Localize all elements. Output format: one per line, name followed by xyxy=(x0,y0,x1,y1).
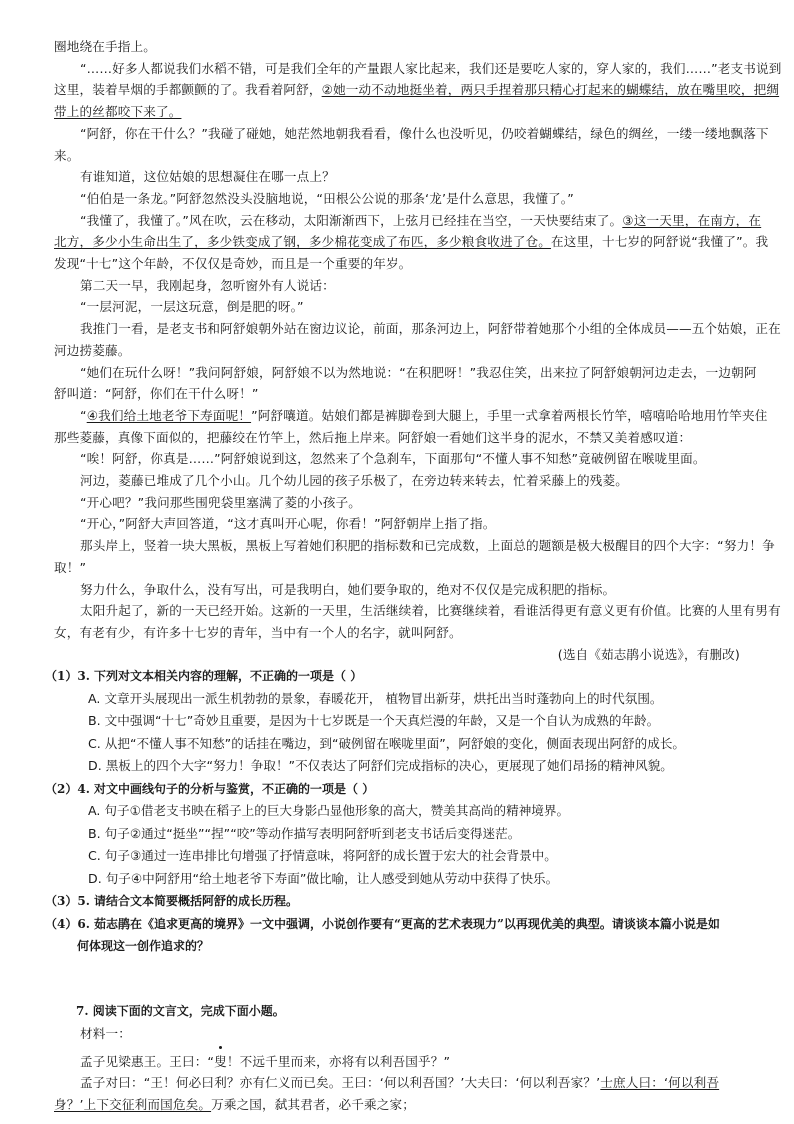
question-3-option-a: A. 文章开头展现出一派生机勃勃的景象，春暖花开， 植物冒出新芽，烘托出当时蓬勃向上的时代氛围。 xyxy=(88,690,663,706)
story-line: 那些菱藤，真像下面似的，把藤绞在竹竿上，然后拖上岸来。阿舒娘一看她们这半身的泥水，不禁又美着感叹道： xyxy=(54,429,692,445)
question-6-stem: （4）6. 茹志鹃在《追求更高的境界》一文中强调，小说创作要有“更高的艺术表现力”以再现优美的典型。请谈谈本篇小说是如 xyxy=(45,916,720,931)
story-line: “开心，”阿舒大声回答道，“这才真叫开心呢，你看！”阿舒朝岸上指了指。 xyxy=(80,516,496,532)
story-line: 来。 xyxy=(54,147,80,163)
story-line: “开心吧？”我问那些围兜袋里塞满了菱的小孩子。 xyxy=(80,494,361,510)
source-note: (选自《茹志鹃小说选》，有删改) xyxy=(557,646,740,662)
question-4-option-d: D. 句子④中阿舒用“给土地老爷下寿面”做比喻，让人感受到她从劳动中获得了快乐。 xyxy=(88,870,559,886)
underlined-sentence-4: ④我们给土地老爷下寿面呢！ xyxy=(86,407,252,423)
question-4-option-b: B. 句子②通过“挺坐”“捏”“咬”等动作描写表明阿舒听到老支书话后变得迷茫。 xyxy=(88,825,521,841)
story-line: “她们在玩什么呀！”我问阿舒娘，阿舒娘不以为然地说：“在积肥呀！”我忍住笑，出来拉了阿舒娘朝河边走去，一边朝阿 xyxy=(80,364,757,380)
classical-text-line: 身？’上下交征利而国危矣。万乘之国，弑其君者，必千乘之家； xyxy=(54,1097,415,1112)
question-3-option-c: C. 从把“不懂人事不知愁”的话挂在嘴边，到“破例留在喉咙里面”，阿舒娘的变化，侧面表现出阿舒的成长。 xyxy=(88,735,686,751)
story-line: 有谁知道，这位姑娘的思想凝住在哪一点上？ xyxy=(80,169,335,185)
question-3-stem: （1）3. 下列对文本相关内容的理解，不正确的一项是（ ） xyxy=(45,669,363,684)
story-line: “一层河泥，一层这玩意，倒是肥的呀。” xyxy=(80,299,304,315)
story-line xyxy=(54,101,744,123)
material-label: 材料一： xyxy=(80,1025,131,1041)
story-line: 第二天一早，我刚起身，忽听窗外有人说话： xyxy=(80,277,335,293)
classical-text-line: 孟子对曰：“王！何必曰利？亦有仁义而已矣。王曰：‘何以利吾国？’大夫曰：‘何以利吾家？’士庶人曰：‘何以利吾 xyxy=(80,1075,720,1091)
story-line: 舒叫道：“阿舒，你们在干什么呀！” xyxy=(54,386,259,402)
story-line: 河边捞菱藤。 xyxy=(54,342,131,358)
question-3-option-b: B. 文中强调“十七”奇妙且重要，是因为十七岁既是一个天真烂漫的年龄，又是一个自认为成熟的年龄。 xyxy=(88,713,660,729)
question-6-stem-cont: 何体现这一创作追求的？ xyxy=(77,939,210,954)
story-line: “阿舒，你在干什么？”我碰了碰她，她茫然地朝我看看，像什么也没听见，仍咬着蝴蝶结，绿色的绸丝，一缕一缕地飘落下 xyxy=(80,125,769,141)
underlined-sentence-2-end: 带上的丝都咬下来了。 xyxy=(54,104,182,120)
story-line: 那头岸上，竖着一块大黑板，黑板上写着她们积肥的指标数和已完成数，上面总的题额是极大极醒目的四个大字：“努力！争 xyxy=(80,538,775,554)
exam-page xyxy=(45,36,782,1116)
story-line: 河边，菱藤已堆成了几个小山。几个幼儿园的孩子乐极了，在旁边转来转去，忙着采藤上的残菱。 xyxy=(80,473,628,489)
story-line: “伯伯是一条龙。”阿舒忽然没头没脑地说，“田根公公说的那条‘龙’是什么意思，我懂了。” xyxy=(80,190,574,206)
section-7-heading: 7. 阅读下面的文言文，完成下面小题。 xyxy=(76,1003,285,1018)
story-line: “④我们给土地老爷下寿面呢！”阿舒嚷道。姑娘们都是裤脚卷到大腿上，手里一式拿着两根长竹竿，嘻嘻哈哈地用竹竿夹住 xyxy=(80,407,768,423)
story-line: 女，有老有少，有许多十七岁的青年，当中有一个人的名字，就叫阿舒。 xyxy=(54,624,462,640)
question-4-stem: （2）4. 对文中画线句子的分析与鉴赏，不正确的一项是（ ） xyxy=(45,781,375,796)
underlined-sentence-2: ②她一动不动地挺坐着，两只手捏着那只精心打起来的蝴蝶结，放在嘴里咬，把绸 xyxy=(321,82,780,98)
question-4-option-c: C. 句子③通过一连串排比句增强了抒情意味，将阿舒的成长置于宏大的社会背景中。 xyxy=(88,848,557,864)
story-line: 这里，装着旱烟的手都颤颤的了。我看着阿舒，②她一动不动地挺坐着，两只手捏着那只精心打起来的蝴蝶结，放在嘴里咬，把绸 xyxy=(54,82,780,98)
emphasis-dot-char: 叟 xyxy=(214,1051,227,1073)
question-3-option-d: D. 黑板上的四个大字“努力！争取！”不仅表达了阿舒们完成指标的决心，更展现了她们昂扬的精神风貌。 xyxy=(88,758,673,774)
underlined-classical-sentence-end: 身？’上下交征利而国危矣。 xyxy=(54,1097,212,1112)
spacer xyxy=(54,958,744,1000)
story-line: 取！” xyxy=(54,559,87,575)
story-line: “我懂了，我懂了。”风在吹，云在移动，太阳渐渐西下，上弦月已经挂在当空，一天快要结束了。③这一天里，在南方，在 xyxy=(80,212,762,228)
story-line: 我推门一看，是老支书和阿舒娘朝外站在窗边议论，前面，那条河边上，阿舒带着她那个小组的全体成员——五个姑娘，正在 xyxy=(80,321,781,337)
underlined-sentence-3: ③这一天里，在南方，在 xyxy=(622,212,762,228)
underlined-sentence-3-end: 北方，多少小生命出生了，多少铁变成了钢，多少棉花变成了布匹，多少粮食收进了仓。 xyxy=(54,234,552,250)
story-line: 太阳升起了，新的一天已经开始。这新的一天里，生活继续着，比赛继续着，看谁活得更有意义更有价值。比赛的人里有男有 xyxy=(80,603,781,619)
story-line: 圈地绕在手指上。 xyxy=(54,39,156,54)
story-line: “唉！阿舒，你真是……”阿舒娘说到这，忽然来了个急刹车，下面那句“不懂人事不知愁”竟破例留在喉咙里面。 xyxy=(80,451,706,467)
story-line: 努力什么，争取什么，没有写出，可是我明白，她们要争取的，绝对不仅仅是完成积肥的指标。 xyxy=(80,581,616,597)
underlined-classical-sentence: 士庶人曰：‘何以利吾 xyxy=(600,1075,720,1091)
question-4-option-a: A. 句子①借老支书映在稻子上的巨大身影凸显他形象的高大，赞美其高尚的精神境界。 xyxy=(88,803,570,819)
story-line: “……好多人都说我们水稻不错，可是我们全年的产量跟人家比起来，我们还是要吃人家的，穿人家的，我们……”老支书说到 xyxy=(80,60,782,76)
story-line: 发现“十七”这个年龄，不仅仅是奇妙，而且是一个重要的年岁。 xyxy=(54,256,412,272)
question-5-stem: （3）5. 请结合文本简要概括阿舒的成长历程。 xyxy=(45,894,299,909)
story-line: 北方，多少小生命出生了，多少铁变成了钢，多少棉花变成了布匹，多少粮食收进了仓。在这里，十七岁的阿舒说“我懂了”。我 xyxy=(54,234,769,250)
classical-text-line: 孟子见梁惠王。王曰：“叟！不远千里而来，亦将有以利吾国乎？” xyxy=(54,1051,744,1073)
